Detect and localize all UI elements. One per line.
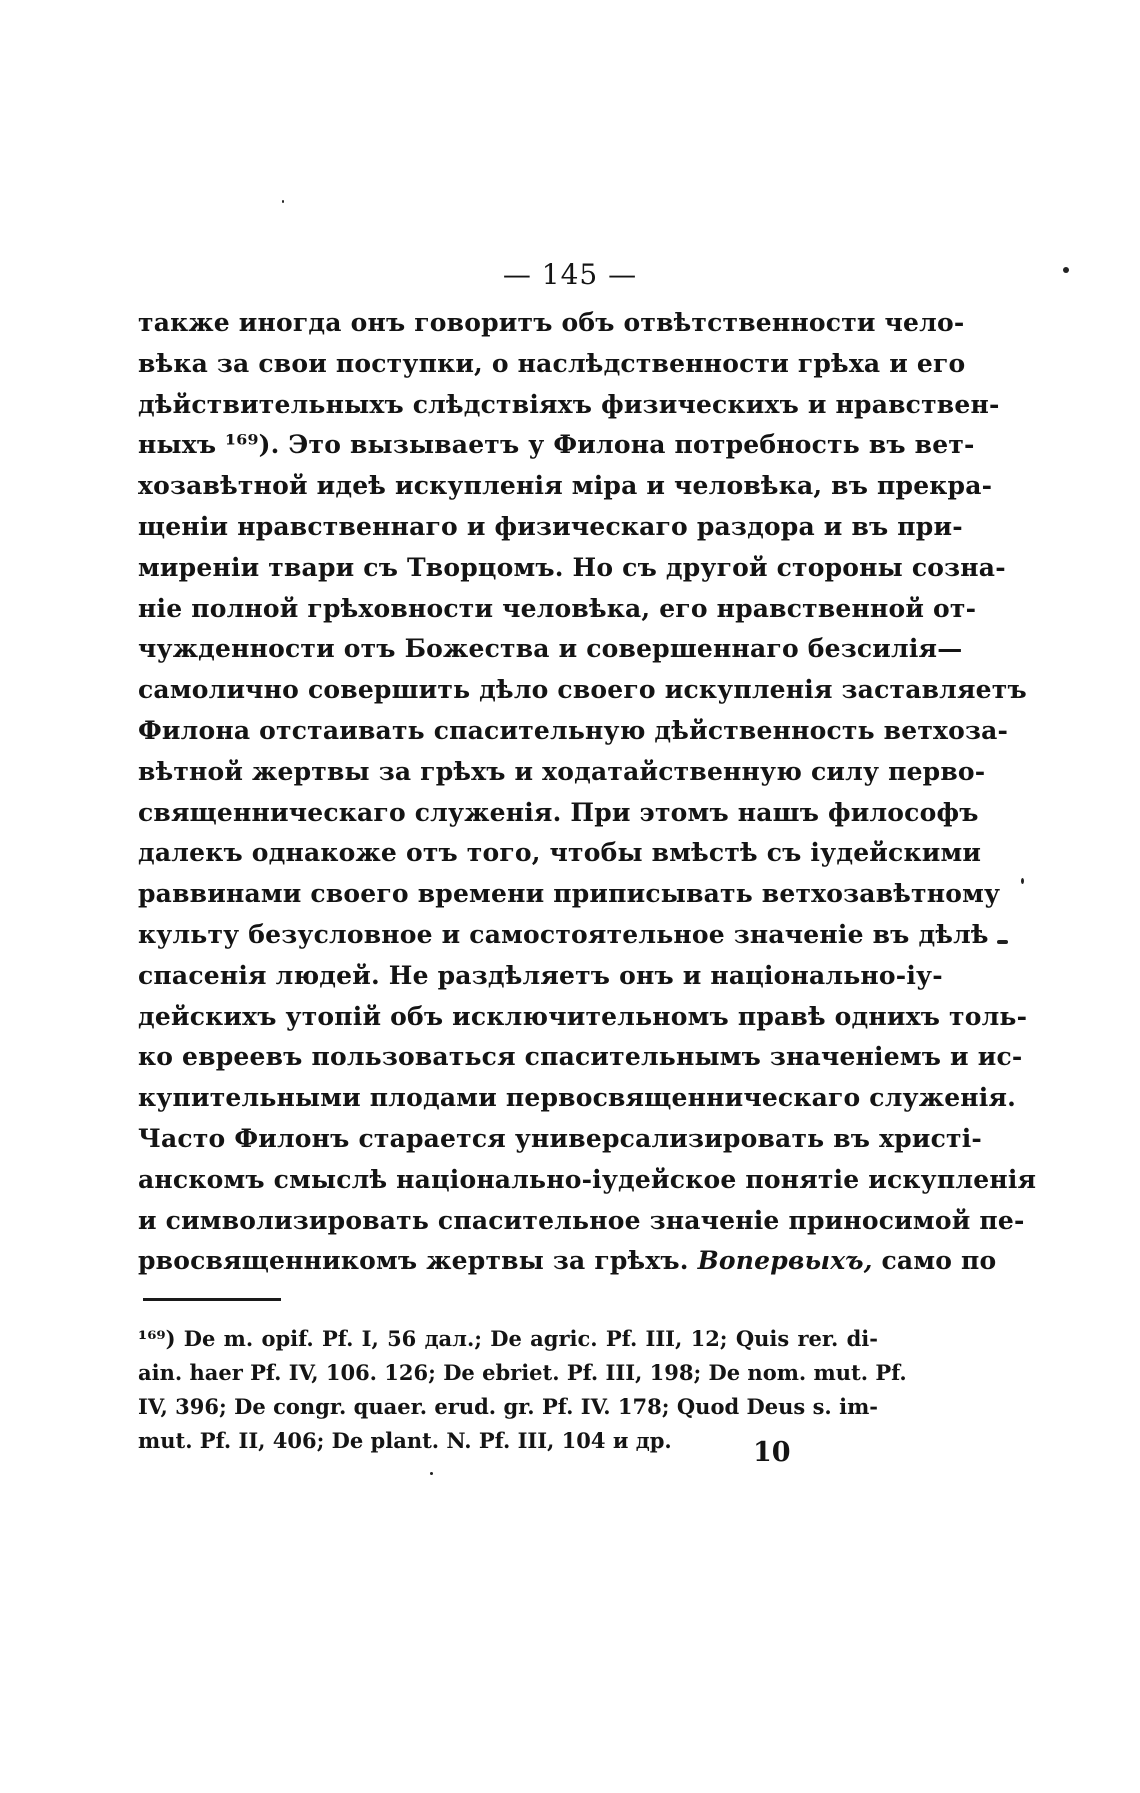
footnote-rule — [143, 1298, 281, 1301]
text-line: самолично совершить дѣло своего искупленія заставляетъ — [138, 675, 1027, 705]
signature-mark: 10 — [753, 1437, 791, 1468]
text-line: Филона отстаивать спасительную дѣйственность ветхоза- — [138, 715, 1009, 745]
text-line: культу безусловное и самостоятельное значеніе въ дѣлѣ — [138, 919, 989, 949]
footnote-line: IV, 396; De congr. quaer. erud. gr. Pf. IV. 178; Quod Deus s. im- — [138, 1394, 878, 1419]
text-line: далекъ однакоже отъ того, чтобы вмѣстѣ съ іудейскими — [138, 838, 982, 868]
scan-speck — [997, 940, 1008, 944]
text-line: ніе полной грѣховности человѣка, его нравственной от- — [138, 593, 977, 623]
text-line: хозавѣтной идеѣ искупленія міра и человѣка, въ прекра- — [138, 471, 993, 501]
body-text — [138, 303, 1037, 1282]
text-line: вѣка за свои поступки, о наслѣдственности грѣха и его — [138, 348, 966, 378]
text-line: также иногда онъ говоритъ объ отвѣтственности чело- — [138, 308, 965, 337]
text-run: рвосвященникомъ жертвы за грѣхъ. — [138, 1246, 698, 1276]
text-line: священническаго служенія. При этомъ нашъ философъ — [138, 797, 979, 827]
footnote-line: ¹⁶⁹) De m. opif. Pf. I, 56 дал.; De agric. Pf. III, 12; Quis rer. di- — [138, 1326, 878, 1351]
footnote-line: mut. Pf. II, 406; De plant. N. Pf. III, 104 и др. — [138, 1428, 672, 1453]
scan-speck — [430, 1472, 433, 1475]
text-line: чужденности отъ Божества и совершеннаго безсилія— — [138, 634, 963, 664]
text-line: ныхъ ¹⁶⁹). Это вызываетъ у Филона потребность въ вет- — [138, 430, 975, 460]
text-line: анскомъ смыслѣ національно-іудейское понятіе искупленія — [138, 1164, 1037, 1194]
text-line: спасенія людей. Не раздѣляетъ онъ и національно-іу- — [138, 960, 943, 990]
text-line: вѣтной жертвы за грѣхъ и ходатайственную силу перво- — [138, 756, 986, 786]
text-line: миреніи твари съ Творцомъ. Но съ другой стороны созна- — [138, 552, 1006, 582]
text-run: само по — [872, 1246, 997, 1276]
text-line-last — [138, 1241, 997, 1282]
text-line: щеніи нравственнаго и физическаго раздора и въ при- — [138, 511, 963, 541]
text-line: дейскихъ утопій объ исключительномъ правѣ однихъ толь- — [138, 1001, 1028, 1031]
text-line: Часто Филонъ старается универсализировать въ христі- — [138, 1123, 982, 1153]
scan-speck — [282, 200, 284, 203]
text-line: дѣйствительныхъ слѣдствіяхъ физическихъ и нравствен- — [138, 389, 1000, 419]
text-line: ко евреевъ пользоваться спасительнымъ значеніемъ и ис- — [138, 1042, 1023, 1072]
text-line: раввинами своего времени приписывать ветхозавѣтному — [138, 879, 1001, 909]
italic-word: Вопервыхъ, — [697, 1246, 873, 1276]
scan-speck — [1021, 878, 1024, 884]
page-number: — 145 — — [502, 258, 638, 291]
footnote-line: ain. haer Pf. IV, 106. 126; De ebriet. Pf. III, 198; De nom. mut. Pf. — [138, 1360, 907, 1385]
scan-speck — [1063, 267, 1069, 273]
text-line: и символизировать спасительное значеніе приносимой пе- — [138, 1205, 1025, 1235]
text-line: купительными плодами первосвященническаго служенія. — [138, 1083, 1017, 1113]
